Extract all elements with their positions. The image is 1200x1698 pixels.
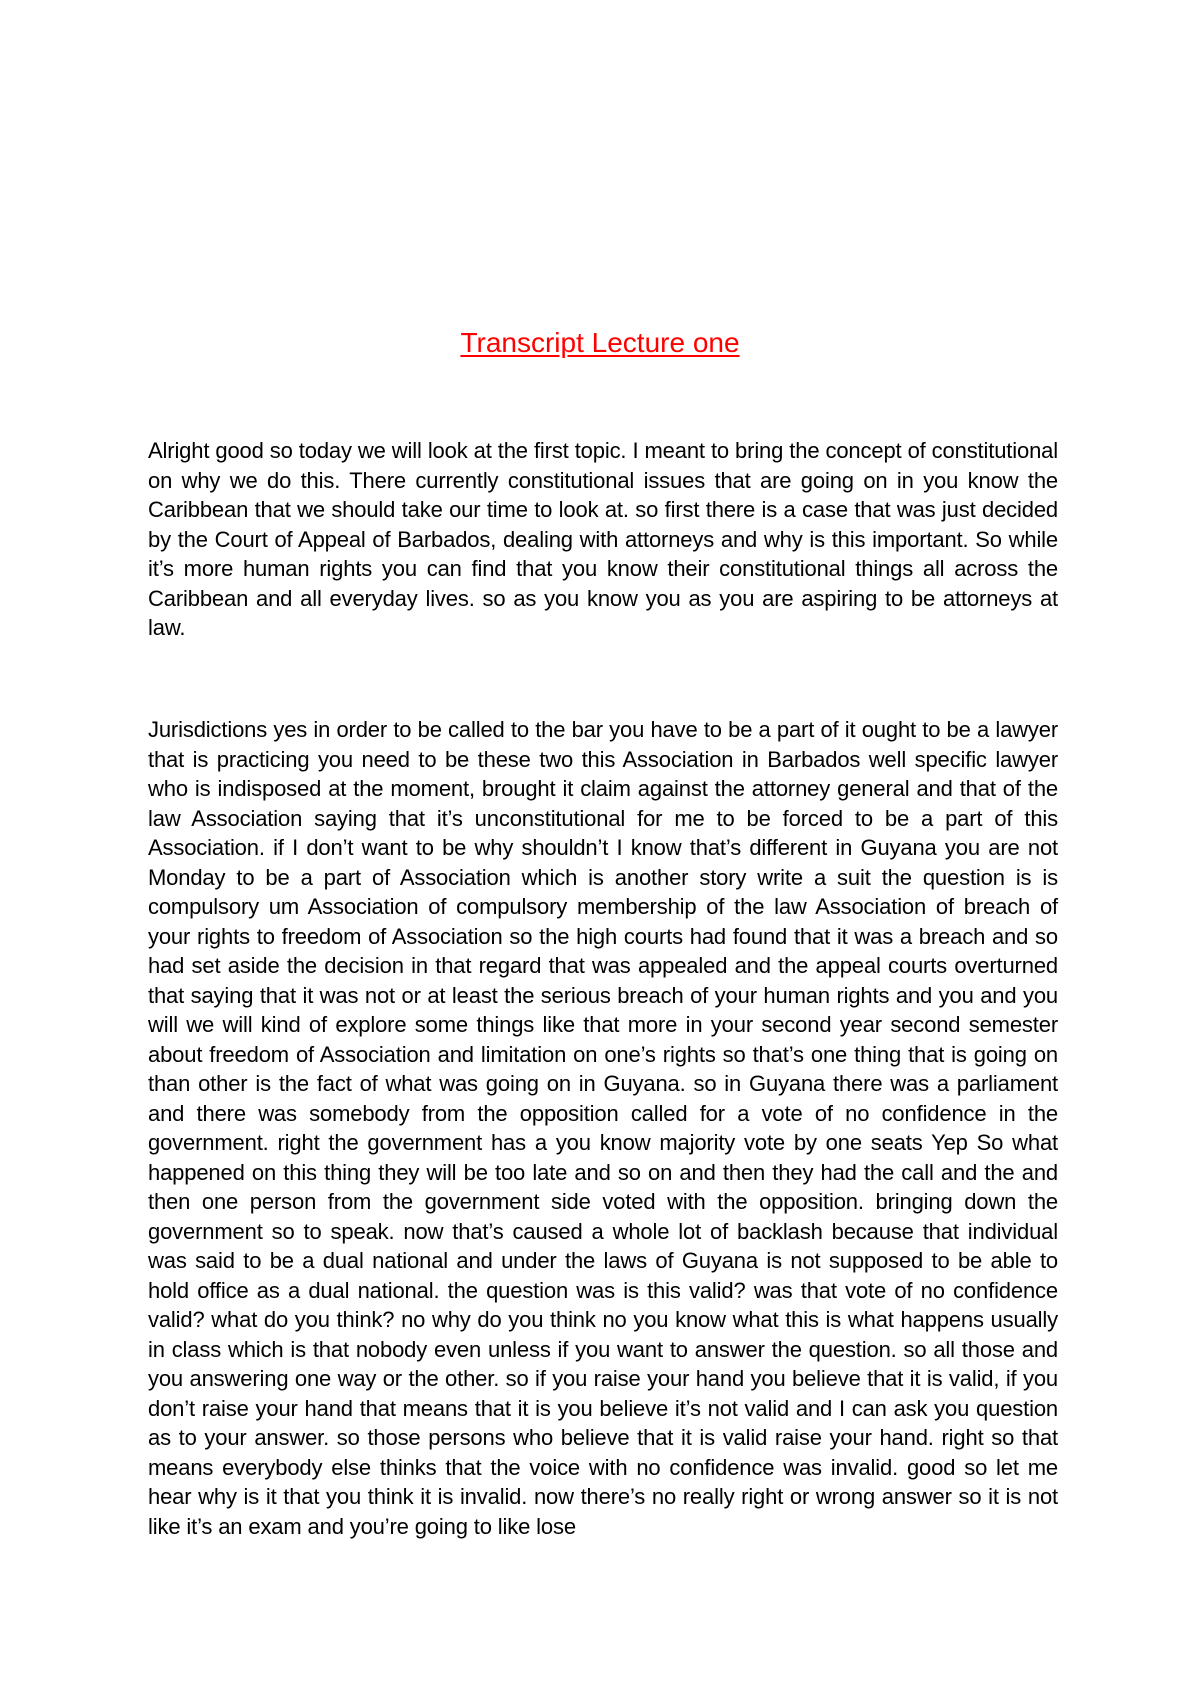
paragraph-1: Alright good so today we will look at the first topic. I meant to bring the concept of constitutional on why we do this. There currently constitutional issues that are going on in you know the Caribbean that we should take our time to look at. so first there is a case that was just decided by the Court of Appeal of Barbados, dealing with attorneys and why is this important. So while it’s more human rights you can find that you know their constitutional things all across the Caribbean and all everyday lives. so as you know you as you are aspiring to be attorneys at law. (148, 438, 1058, 640)
document-title: Transcript Lecture one (460, 327, 740, 358)
paragraph-2: Jurisdictions yes in order to be called to the bar you have to be a part of it ought to be a lawyer that is practicing you need to be these two this Association in Barbados well specific lawyer who is indisposed at the moment, brought it claim against the attorney general and that of the law Association saying that it’s unconstitutional for me to be forced to be a part of this Association. if I don’t want to be why shouldn’t I know that’s different in Guyana you are not Monday to be a part of Association which is another story write a suit the question is is compulsory um Association of compulsory membership of the law Association of breach of your rights to freedom of Association so the high courts had found that it was a breach and so had set aside the decision in that regard that was appealed and the appeal courts overturned that saying that it was not or at least the serious breach of your human rights and you and you will we will kind of explore some things like that more in your second year second semester about freedom of Association and limitation on one’s rights so that’s one thing that is going on than other is the fact of what was going on in Guyana. so in Guyana there was a parliament and there was somebody from the opposition called for a vote of no confidence in the government. right the government has a you know majority vote by one seats Yep So what happened on this thing they will be too late and so on and then they had the call and the and then one person from the government side voted with the opposition. bringing down the government so to speak. now that’s caused a whole lot of backlash because that individual was said to be a dual national and under the laws of Guyana is not supposed to be able to hold office as a dual national. the question was is this valid? was that vote of no confidence valid? what do you think? no why do you think no you know what this is what happens usually in class which is that nobody even unless if you want to answer the question. so all those and you answering one way or the other. so if you raise your hand you believe that it is valid, if you don’t raise your hand that means that it is you believe it’s not valid and I can ask you question as to your answer. so those persons who believe that it is valid raise your hand. right so that means everybody else thinks that the voice with no confidence was invalid. good so let me hear why is it that you think it is invalid. now there’s no really right or wrong answer so it is not like it’s an exam and you’re going to like lose (148, 717, 1058, 1539)
